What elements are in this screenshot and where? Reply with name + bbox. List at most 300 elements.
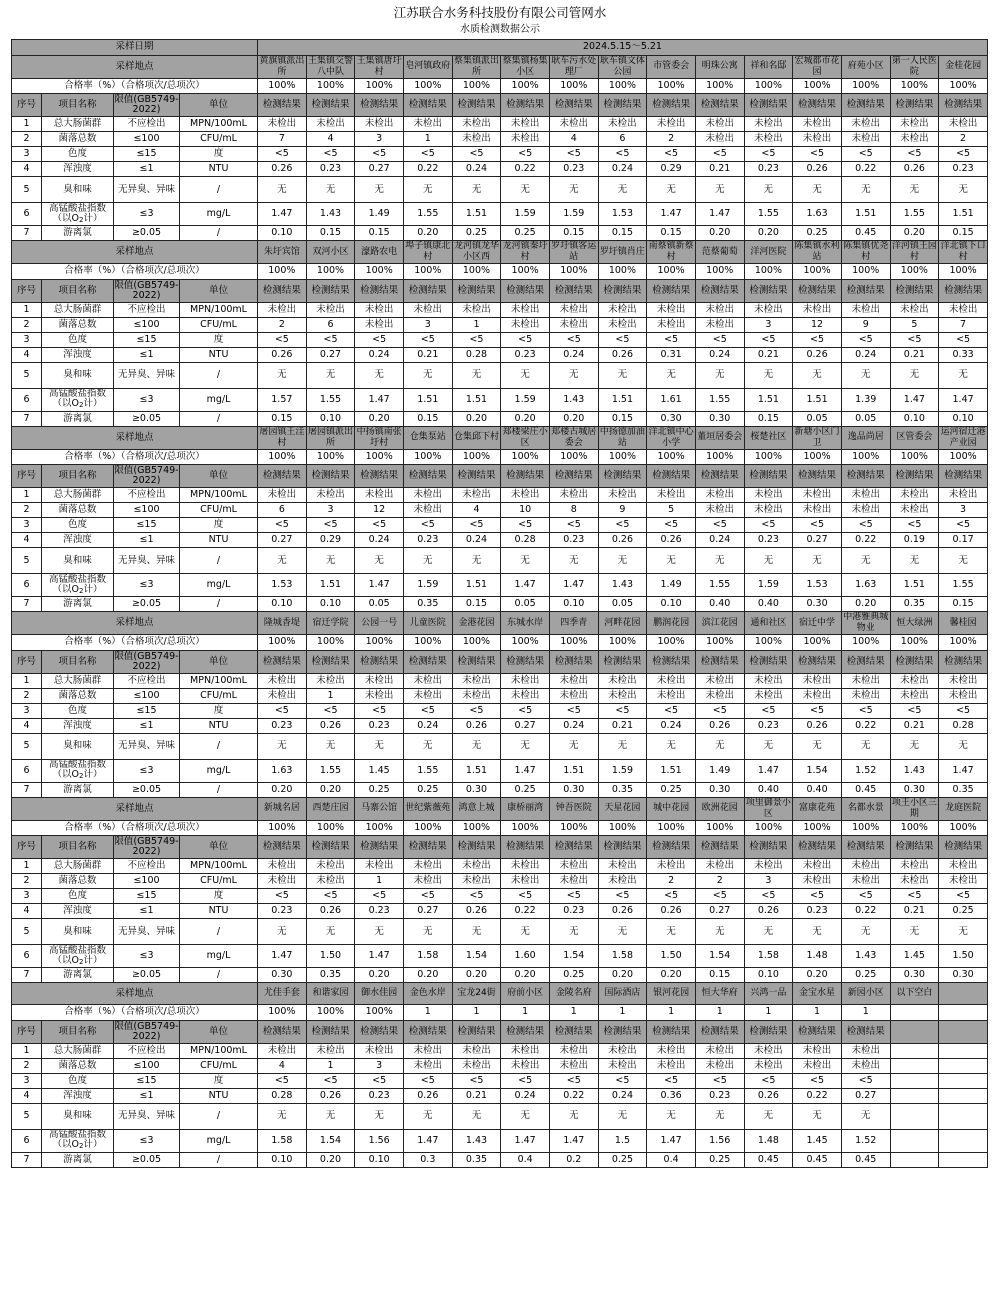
item-unit: MPN/100mL xyxy=(180,673,258,688)
result-cell: 无 xyxy=(501,177,550,203)
item-unit: mg/L xyxy=(180,388,258,411)
result-cell: 0.10 xyxy=(355,1152,404,1167)
result-cell: 未检出 xyxy=(549,117,598,132)
pass-rate-cell: 100% xyxy=(501,820,550,836)
item-no: 4 xyxy=(12,533,42,548)
result-header-cell: 检测结果 xyxy=(258,836,307,859)
result-cell: 1.52 xyxy=(841,759,890,782)
result-cell: 0.15 xyxy=(258,411,307,426)
result-cell: 未检出 xyxy=(306,673,355,688)
result-header-cell: 检测结果 xyxy=(403,465,452,488)
item-unit: CFU/mL xyxy=(180,688,258,703)
item-name: 菌落总数 xyxy=(42,132,114,147)
result-cell: 0.26 xyxy=(258,162,307,177)
result-cell: <5 xyxy=(452,1073,501,1088)
result-cell: 未检出 xyxy=(695,1043,744,1058)
result-cell: 无 xyxy=(258,1103,307,1129)
result-cell: 0.17 xyxy=(939,533,988,548)
result-cell: 0.2 xyxy=(549,1152,598,1167)
pass-rate-row xyxy=(12,1005,988,1021)
item-row xyxy=(12,362,988,388)
item-name: 高锰酸盐指数（以O2计） xyxy=(42,945,114,968)
location-cell: 郑楼梁庄小区 xyxy=(502,426,548,448)
pass-rate-cell: 100% xyxy=(744,78,793,94)
location-cell: 府苑小区 xyxy=(841,55,890,78)
result-cell: 0.23 xyxy=(549,904,598,919)
location-row xyxy=(12,426,988,449)
item-name: 游离氯 xyxy=(42,411,114,426)
result-cell: 未检出 xyxy=(841,859,890,874)
location-cell: 国际酒店 xyxy=(598,983,647,1005)
result-cell: <5 xyxy=(793,147,842,162)
pass-rate-cell: 100% xyxy=(501,264,550,280)
item-unit: 度 xyxy=(180,1073,258,1088)
item-name: 总大肠菌群 xyxy=(42,488,114,503)
result-cell: 未检出 xyxy=(403,1043,452,1058)
item-no: 7 xyxy=(12,226,42,241)
result-cell: <5 xyxy=(306,703,355,718)
item-limit: ≤15 xyxy=(114,889,180,904)
result-cell: 未检出 xyxy=(841,874,890,889)
item-row xyxy=(12,1043,988,1058)
result-cell: 无 xyxy=(549,548,598,574)
location-cell xyxy=(939,983,988,1005)
result-cell: 未检出 xyxy=(841,1058,890,1073)
location-cell: 范蔡葡萄 xyxy=(695,241,744,264)
col-no-header: 序号 xyxy=(12,94,42,117)
subscript-two: 2 xyxy=(79,215,84,224)
col-limit-header: 限值(GB5749-2022) xyxy=(114,279,179,301)
item-name: 色度 xyxy=(42,889,114,904)
item-unit: mg/L xyxy=(180,574,258,597)
result-cell: 0.25 xyxy=(841,968,890,983)
item-row xyxy=(12,889,988,904)
result-cell: 0.10 xyxy=(258,1152,307,1167)
result-header-cell: 检测结果 xyxy=(647,465,696,488)
result-cell: 0.26 xyxy=(647,904,696,919)
result-cell: 无 xyxy=(744,1103,793,1129)
result-cell xyxy=(939,1152,988,1167)
result-cell: <5 xyxy=(793,1073,842,1088)
location-cell: 恒大华府 xyxy=(695,983,744,1005)
result-cell: 未检出 xyxy=(598,1058,647,1073)
result-cell: 无 xyxy=(549,1103,598,1129)
result-cell: 无 xyxy=(695,919,744,945)
location-cell: 祥和名邸 xyxy=(744,55,793,78)
result-cell: 1.47 xyxy=(939,388,988,411)
result-header-cell: 检测结果 xyxy=(355,94,404,117)
result-cell xyxy=(890,1058,939,1073)
location-cell: 通和社区 xyxy=(744,612,793,635)
result-cell: 未检出 xyxy=(258,488,307,503)
subscript-two: 2 xyxy=(79,957,84,966)
result-cell: 1.48 xyxy=(793,945,842,968)
result-cell: 无 xyxy=(403,548,452,574)
pass-rate-cell: 100% xyxy=(647,264,696,280)
location-cell: 宏城都市花园 xyxy=(794,55,840,77)
result-cell: 未检出 xyxy=(403,302,452,317)
result-cell: 未检出 xyxy=(549,317,598,332)
result-cell: 无 xyxy=(306,177,355,203)
result-cell: 1.56 xyxy=(355,1129,404,1152)
result-header-cell: 检测结果 xyxy=(939,465,988,488)
pass-rate-cell: 100% xyxy=(452,449,501,465)
result-cell: 1.55 xyxy=(306,759,355,782)
location-cell: 马寨公馆 xyxy=(355,797,404,820)
result-cell: 未检出 xyxy=(549,673,598,688)
result-cell: 未检出 xyxy=(403,503,452,518)
result-cell: <5 xyxy=(793,703,842,718)
result-cell: 0.26 xyxy=(452,718,501,733)
result-cell: <5 xyxy=(306,332,355,347)
result-cell: 1.43 xyxy=(306,203,355,226)
result-cell: 0.26 xyxy=(890,162,939,177)
item-name: 色度 xyxy=(42,1073,114,1088)
result-cell: 0.35 xyxy=(598,782,647,797)
result-cell: 未检出 xyxy=(501,688,550,703)
result-cell: <5 xyxy=(258,518,307,533)
item-row xyxy=(12,518,988,533)
result-cell: 0.20 xyxy=(501,968,550,983)
result-cell: <5 xyxy=(647,332,696,347)
result-cell: 1.43 xyxy=(890,759,939,782)
result-header-cell: 检测结果 xyxy=(744,465,793,488)
result-cell: 未检出 xyxy=(355,688,404,703)
result-cell: <5 xyxy=(452,147,501,162)
item-limit: ≤3 xyxy=(114,388,180,411)
result-cell: <5 xyxy=(549,1073,598,1088)
result-cell: 未检出 xyxy=(258,1043,307,1058)
item-unit: mg/L xyxy=(180,759,258,782)
result-cell: 0.20 xyxy=(258,782,307,797)
col-no-header: 序号 xyxy=(12,1020,42,1043)
result-cell: 0.23 xyxy=(355,904,404,919)
location-cell: 皂河镇政府 xyxy=(403,55,452,78)
result-header-cell: 检测结果 xyxy=(501,465,550,488)
result-cell: 1.55 xyxy=(403,759,452,782)
result-cell: 2 xyxy=(647,132,696,147)
result-cell: 0.23 xyxy=(744,533,793,548)
result-header-cell: 检测结果 xyxy=(841,1020,890,1043)
pass-rate-cell: 100% xyxy=(355,264,404,280)
result-cell: <5 xyxy=(258,1073,307,1088)
location-cell: 兴鸿一品 xyxy=(744,983,793,1005)
result-cell: 无 xyxy=(258,362,307,388)
location-cell: 罗圩镇肖庄 xyxy=(598,241,647,264)
result-cell: <5 xyxy=(403,889,452,904)
pass-rate-cell: 1 xyxy=(452,1005,501,1021)
result-cell: 0.45 xyxy=(841,1152,890,1167)
pass-rate-cell: 1 xyxy=(841,1005,890,1021)
column-header-row xyxy=(12,836,988,859)
result-cell: 未检出 xyxy=(452,132,501,147)
result-cell: 1.59 xyxy=(598,759,647,782)
pass-rate-cell: 100% xyxy=(939,264,988,280)
result-cell: 未检出 xyxy=(549,688,598,703)
result-cell: 1.60 xyxy=(501,945,550,968)
location-cell: 以下空白 xyxy=(890,983,939,1005)
result-cell: 0.24 xyxy=(549,718,598,733)
location-cell: 龙河镇秦圩村 xyxy=(502,241,548,262)
result-cell: 未检出 xyxy=(695,317,744,332)
result-cell: 0.26 xyxy=(695,718,744,733)
item-name: 浑浊度 xyxy=(42,904,114,919)
result-cell: 无 xyxy=(890,733,939,759)
pass-rate-cell: 1 xyxy=(695,1005,744,1021)
result-header-cell: 检测结果 xyxy=(695,1020,744,1043)
result-header-cell: 检测结果 xyxy=(501,1020,550,1043)
location-cell: 项王小区三期 xyxy=(891,797,937,819)
result-cell: 0.23 xyxy=(501,347,550,362)
result-cell: 未检出 xyxy=(501,874,550,889)
item-limit: ≥0.05 xyxy=(114,1152,180,1167)
location-cell: 埠子镇康北村 xyxy=(405,241,451,262)
result-cell: 未检出 xyxy=(549,1058,598,1073)
result-cell: 0.25 xyxy=(598,1152,647,1167)
result-cell: 0.28 xyxy=(501,533,550,548)
result-cell: 1.47 xyxy=(695,203,744,226)
result-header-cell: 检测结果 xyxy=(598,465,647,488)
item-limit: 无异臭、异味 xyxy=(114,919,180,945)
page-subtitle: 水质检测数据公示 xyxy=(460,24,540,35)
result-cell: <5 xyxy=(695,332,744,347)
pass-rate-cell: 100% xyxy=(452,820,501,836)
result-header-cell: 检测结果 xyxy=(744,836,793,859)
result-cell: 无 xyxy=(841,177,890,203)
location-cell: 市管委会 xyxy=(647,55,696,78)
result-cell: <5 xyxy=(355,889,404,904)
result-cell: 0.23 xyxy=(258,904,307,919)
result-cell: 0.22 xyxy=(841,162,890,177)
col-unit-header: 单位 xyxy=(180,836,258,859)
result-cell: 1.55 xyxy=(695,574,744,597)
result-cell: 未检出 xyxy=(841,117,890,132)
item-row xyxy=(12,548,988,574)
result-cell: 0.45 xyxy=(841,782,890,797)
pass-rate-cell: 100% xyxy=(598,264,647,280)
item-limit: 不应检出 xyxy=(114,673,180,688)
result-cell: 无 xyxy=(647,548,696,574)
result-header-cell: 检测结果 xyxy=(939,650,988,673)
location-label: 采样地点 xyxy=(12,797,258,820)
result-cell: 未检出 xyxy=(306,874,355,889)
location-cell: 鸿意上城 xyxy=(452,797,501,820)
result-cell: <5 xyxy=(793,889,842,904)
result-cell: 0.15 xyxy=(549,226,598,241)
item-no: 4 xyxy=(12,718,42,733)
pass-rate-cell: 100% xyxy=(890,449,939,465)
location-cell: 公园一号 xyxy=(355,612,404,635)
result-cell: 4 xyxy=(452,503,501,518)
result-cell: 无 xyxy=(258,733,307,759)
item-row xyxy=(12,945,988,968)
result-cell: 0.45 xyxy=(841,226,890,241)
result-cell: 0.27 xyxy=(501,718,550,733)
result-cell: 未检出 xyxy=(793,503,842,518)
result-cell xyxy=(890,1103,939,1129)
result-cell: 0.20 xyxy=(744,226,793,241)
result-cell: 0.35 xyxy=(890,597,939,612)
result-cell: 1.43 xyxy=(598,574,647,597)
result-cell: 无 xyxy=(501,1103,550,1129)
result-cell: <5 xyxy=(939,703,988,718)
result-cell: 0.26 xyxy=(598,347,647,362)
location-cell: 洋北镇中心小学 xyxy=(648,426,694,448)
result-cell: 1.45 xyxy=(890,945,939,968)
result-cell: 无 xyxy=(355,548,404,574)
result-cell: 0.20 xyxy=(598,968,647,983)
result-header-cell: 检测结果 xyxy=(793,94,842,117)
col-no-header: 序号 xyxy=(12,836,42,859)
result-cell: 0.4 xyxy=(501,1152,550,1167)
item-no: 4 xyxy=(12,1088,42,1103)
result-cell: 未检出 xyxy=(841,688,890,703)
result-cell: <5 xyxy=(841,332,890,347)
pass-rate-cell: 100% xyxy=(598,78,647,94)
result-cell: 0.29 xyxy=(647,162,696,177)
result-cell: 3 xyxy=(355,1058,404,1073)
result-cell xyxy=(939,1073,988,1088)
item-name: 游离氯 xyxy=(42,782,114,797)
result-cell: 未检出 xyxy=(306,488,355,503)
pass-rate-label: 合格率（%）（合格项次/总项次） xyxy=(12,264,258,280)
item-unit: mg/L xyxy=(180,945,258,968)
item-name: 游离氯 xyxy=(42,226,114,241)
pass-rate-cell: 1 xyxy=(549,1005,598,1021)
result-cell: 无 xyxy=(306,362,355,388)
pass-rate-row xyxy=(12,449,988,465)
result-cell: <5 xyxy=(403,518,452,533)
result-header-cell: 检测结果 xyxy=(403,836,452,859)
result-cell: 0.20 xyxy=(355,968,404,983)
item-unit: CFU/mL xyxy=(180,874,258,889)
item-unit: CFU/mL xyxy=(180,1058,258,1073)
result-cell: 0.30 xyxy=(647,411,696,426)
result-cell: 未检出 xyxy=(355,859,404,874)
pass-rate-cell: 100% xyxy=(549,449,598,465)
result-cell: <5 xyxy=(355,518,404,533)
item-row xyxy=(12,597,988,612)
pass-rate-cell: 100% xyxy=(549,264,598,280)
result-cell: 0.27 xyxy=(793,533,842,548)
result-cell: 1.47 xyxy=(549,1129,598,1152)
result-cell: 无 xyxy=(452,919,501,945)
item-row xyxy=(12,488,988,503)
result-cell: 0.05 xyxy=(841,411,890,426)
location-cell: 屠园镇派出所 xyxy=(307,426,353,448)
item-no: 1 xyxy=(12,673,42,688)
item-unit: 度 xyxy=(180,703,258,718)
result-cell: 1.56 xyxy=(695,1129,744,1152)
result-cell: 无 xyxy=(598,548,647,574)
result-header-cell: 检测结果 xyxy=(647,836,696,859)
col-unit-header: 单位 xyxy=(180,465,258,488)
location-label: 采样地点 xyxy=(12,55,258,78)
col-item-header: 项目名称 xyxy=(42,836,114,859)
pass-rate-cell xyxy=(939,1005,988,1021)
result-cell: 无 xyxy=(452,1103,501,1129)
result-cell: 未检出 xyxy=(403,673,452,688)
result-header-cell: 检测结果 xyxy=(841,650,890,673)
item-name: 浑浊度 xyxy=(42,162,114,177)
result-cell: 0.24 xyxy=(452,162,501,177)
item-row xyxy=(12,162,988,177)
result-header-cell: 检测结果 xyxy=(647,279,696,302)
result-cell: 1.54 xyxy=(452,945,501,968)
item-limit: ≤1 xyxy=(114,904,180,919)
location-cell: 名都水景 xyxy=(841,797,890,820)
result-cell: 0.25 xyxy=(793,226,842,241)
result-cell: 1.48 xyxy=(744,1129,793,1152)
result-cell: 1.47 xyxy=(355,574,404,597)
result-cell: 未检出 xyxy=(890,859,939,874)
result-header-cell: 检测结果 xyxy=(647,94,696,117)
result-cell: 4 xyxy=(549,132,598,147)
result-cell: 无 xyxy=(841,548,890,574)
pass-rate-cell: 100% xyxy=(793,449,842,465)
item-row xyxy=(12,574,988,597)
result-cell: 0.25 xyxy=(695,1152,744,1167)
result-cell: <5 xyxy=(452,703,501,718)
result-cell: 未检出 xyxy=(306,859,355,874)
result-cell: 0.20 xyxy=(890,226,939,241)
item-no: 1 xyxy=(12,859,42,874)
sample-date-row xyxy=(12,40,988,56)
result-cell: 0.10 xyxy=(258,597,307,612)
result-cell: 未检出 xyxy=(549,874,598,889)
pass-rate-cell: 100% xyxy=(890,264,939,280)
result-cell: 1 xyxy=(306,688,355,703)
result-cell: 0.23 xyxy=(939,162,988,177)
location-cell: 恒大绿洲 xyxy=(890,612,939,635)
pass-rate-cell: 100% xyxy=(890,820,939,836)
result-cell: 无 xyxy=(647,733,696,759)
result-cell: 未检出 xyxy=(355,1043,404,1058)
result-header-cell: 检测结果 xyxy=(744,1020,793,1043)
location-cell: 中扬镇南张圩村 xyxy=(356,426,402,448)
location-cell: 王集镇唐圩村 xyxy=(356,55,402,77)
location-cell: 陈集镇优尧村 xyxy=(843,241,889,262)
location-cell: 四季青 xyxy=(549,612,598,635)
result-cell: 1.49 xyxy=(355,203,404,226)
result-header-cell: 检测结果 xyxy=(258,1020,307,1043)
item-limit: ≤15 xyxy=(114,703,180,718)
col-limit-header: 限值(GB5749-2022) xyxy=(114,1020,179,1042)
result-cell: <5 xyxy=(841,889,890,904)
result-cell: 无 xyxy=(403,919,452,945)
result-header-cell: 检测结果 xyxy=(939,94,988,117)
result-cell: 未检出 xyxy=(793,1058,842,1073)
result-cell: 未检出 xyxy=(598,874,647,889)
location-cell: 双河小区 xyxy=(306,241,355,264)
item-limit: ≤100 xyxy=(114,688,180,703)
result-cell: 未检出 xyxy=(452,688,501,703)
item-unit: mg/L xyxy=(180,203,258,226)
result-cell: 1.47 xyxy=(549,574,598,597)
result-cell: 0.27 xyxy=(695,904,744,919)
page-title: 江苏联合水务科技股份有限公司管网水 xyxy=(393,5,607,20)
location-cell: 龙庭医院 xyxy=(939,797,988,820)
result-cell: 0.15 xyxy=(598,411,647,426)
result-cell: 未检出 xyxy=(403,117,452,132)
result-cell: 5 xyxy=(890,317,939,332)
item-no: 3 xyxy=(12,518,42,533)
result-cell: 1.47 xyxy=(501,759,550,782)
result-cell: <5 xyxy=(744,889,793,904)
column-header-row xyxy=(12,465,988,488)
pass-rate-cell: 100% xyxy=(258,1005,307,1021)
result-cell: <5 xyxy=(403,1073,452,1088)
